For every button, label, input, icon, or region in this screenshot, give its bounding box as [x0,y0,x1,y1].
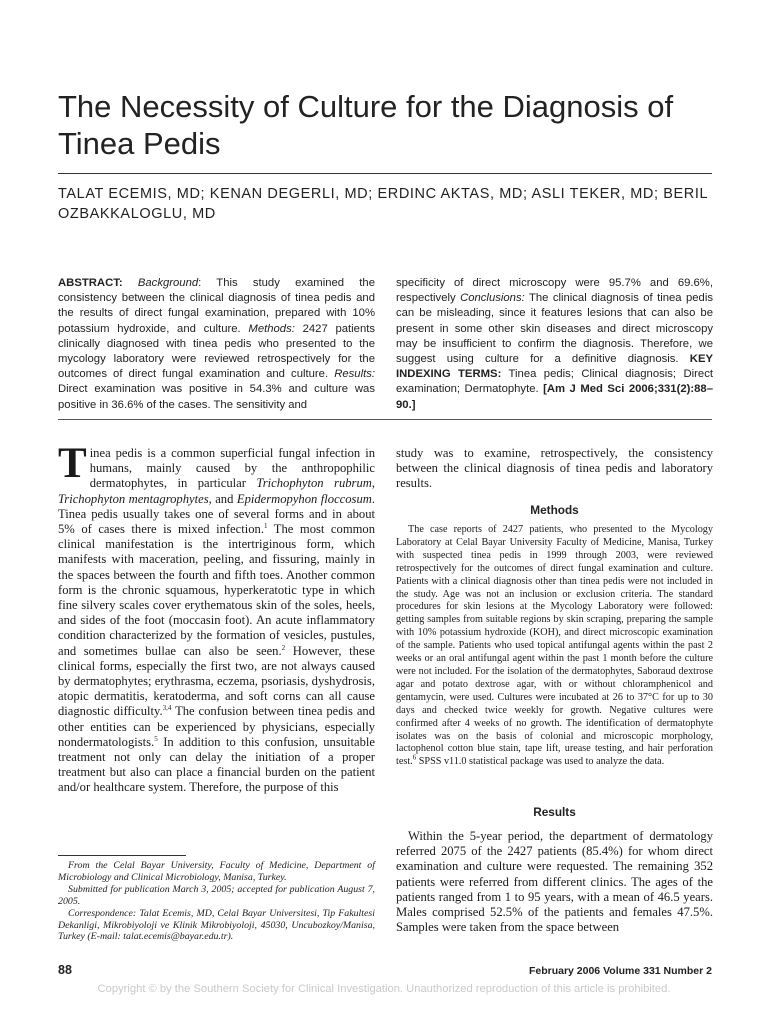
intro-text: , [371,476,375,491]
reference-marker: 3,4 [162,704,172,713]
abstract-results-heading: Results: [334,368,376,381]
results-paragraph: Within the 5-year period, the department of dermatology referred 2075 of the 2427 patients (85.4%) for whom direct examination and culture were requested. The remaining 352 patients were referred from different clinics. The ages of the patients ranged from 1 to 95 years, with a mean of 46.5 years. Males comprised 52.5% of the patients and females 47.5%. Samples were taken from the space between [396,829,713,935]
journal-citation: [Am J Med Sci 2006;331(2):88–90.] [396,383,713,411]
drop-cap: T [58,440,87,487]
key-indexing-terms-label: KEY INDEXING TERMS: [396,353,714,381]
species-name: Epidermopyhon floccosum [236,491,372,506]
abstract-divider [58,419,712,420]
methods-heading: Methods [530,503,579,517]
results-heading: Results [533,805,576,819]
intro-text: In addition to this confusion, unsuitable treatment not only can delay the initiation of a proper treatment but also can place a financial burden on the patient and/or healthcare system. Therefore, the purpose of this [58,734,375,795]
abstract-column-right [396,276,713,413]
key-indexing-terms: Tinea pedis; Clinical diagnosis; Direct examination; Dermatophyte. [396,368,713,396]
intro-text: The most common clinical manifestation is the intertriginous form, which manifests with maceration, peeling, and fissuring, mainly in the spaces between the fourth and fifth toes. Another common form is the chronic squamous, hyperkeratotic type in which fine silvery scales cover erythematous skin of the soles, heels, and sides of the foot (moccasin foot). An acute inflammatory condition characterized by the formation of vesicles, pustules, and sometimes bullae can also be seen. [58,522,375,658]
introduction-continued: study was to examine, retrospectively, the consistency between the clinical diagnosis of tinea pedis and laboratory results. [396,446,713,491]
intro-text: However, these clinical forms, especially the first two, are not always caused by dermatophytes; erythrasma, eczema, psoriasis, dyshydrosis, atopic dermatitis, keratoderma, and soft corns can all cause diagnostic difficulty. [58,643,375,719]
intro-text: , and [208,491,234,506]
abstract-methods-heading: Methods: [248,322,295,335]
abstract-column-left [58,276,375,413]
abstract-methods-text: 2427 patients clinically diagnosed with tinea pedis who presented to the mycology laboratory were reviewed retrospectively for the outcomes of direct fungal examination and culture. [58,322,376,381]
intro-text: inea pedis is a common superficial fungal infection in humans, mainly caused by the anthropophilic dermatophytes, in particular [89,446,375,491]
author-list: TALAT ECEMIS, MD; KENAN DEGERLI, MD; ERDINC AKTAS, MD; ASLI TEKER, MD; BERIL OZBAKKALOGLU, MD [58,186,708,222]
reference-marker: 2 [281,643,286,652]
abstract-conclusions-heading: Conclusions: [460,292,525,305]
abstract-label: ABSTRACT: [58,277,123,289]
submission-note: Submitted for publication March 3, 2005; accepted for publication August 7, 2005. [58,883,375,907]
introduction-column [58,440,375,796]
footnote-divider [58,855,186,856]
correspondence-note: Correspondence: Talat Ecemis, MD, Celal Bayar Universitesi, Tip Fakultesi Dekanligi, Mikrobiyoloji ve Klinik Mikrobiyoloji, 45030, Uncubozkoy/Manisa, Turkey (E-mail: talat.ecemis@bayar.edu.tr). [58,907,375,943]
journal-issue: February 2006 Volume 331 Number 2 [528,965,712,977]
footnotes [58,860,375,943]
reference-marker: 5 [154,734,158,743]
abstract-background-text: : This study examined the consistency between the clinical diagnosis of tinea pedis and the results of direct fungal examination, prepared with 10% potassium hydroxide, and culture. [58,277,375,335]
methods-paragraph [396,524,713,769]
page-number: 88 [58,963,72,977]
abstract-conclusions-text: The clinical diagnosis of tinea pedis can be misleading, since it features lesions that can also be present in some other skin diseases and direct microscopy may be insufficient to confirm the diagnosis. Therefore, we suggest using culture for a definitive diagnosis. [396,292,713,366]
species-name: Trichophyton mentagrophytes [58,491,209,506]
methods-text-end: SPSS v11.0 statistical package was used to analyze the data. [418,756,665,768]
species-name: Trichophyton rubrum [256,476,372,491]
abstract-results-text: Direct examination was positive in 54.3% and culture was positive in 36.6% of the cases. The sensitivity and [58,383,375,411]
methods-text: The case reports of 2427 patients, who presented to the Mycology Laboratory at Celal Bayar University Faculty of Medicine, Manisa, Turkey with suspected tinea pedis in 1999 through 2003, were reviewed retrospectively for the outcomes of direct fungal examination and culture. Patients with a clinical diagnosis other than tinea pedis were not included in the study. Age was not an inclusion or exclusion criteria. The standard procedures for skin lesions at the Mycology Laboratory were followed: getting samples from suitable regions by skin scraping, preparing the sample with 10% potassium hydroxide (KOH), and direct microscopic examination of the sample. Patients who used topical antifungal agents within the past 2 weeks or an oral antifungal agent within the past 1 month before the culture were not included. For the isolation of the dermatophytes, Saboraud dextrose agar and potato dextrose agar, with or without chloramphenicol and gentamycin, were used. Cultures were incubated at 26 to 37°C for up to 30 days and checked twice weekly for growth. Negative cultures were confirmed after 4 weeks of no growth. The identification of dermatophyte isolates was on the basis of colonial and microscopic morphology, lactophenol cotton blue stain, tape lift, urease testing, and hair perforation test. [396,524,713,768]
abstract-background-heading: Background [137,277,199,289]
article-title: The Necessity of Culture for the Diagnosis of Tinea Pedis [58,89,674,161]
intro-text: . Tinea pedis usually takes one of several forms and in about 5% of cases there is mixed infection. [58,491,375,537]
title-divider [58,173,712,174]
abstract-results-text-continued: specificity of direct microscopy were 95.7% and 69.6%, respectively [396,277,713,305]
copyright-notice: Copyright © by the Southern Society for Clinical Investigation. Unauthorized reproduction of this article is prohibited. [97,983,671,995]
reference-marker: 6 [412,753,417,762]
affiliation-note: From the Celal Bayar University, Faculty of Medicine, Department of Microbiology and Clinical Microbiology, Manisa, Turkey. [58,860,375,883]
intro-text: The confusion between tinea pedis and other entities can be experienced by physicians, especially nondermatologists. [58,704,375,749]
reference-marker: 1 [263,521,268,530]
